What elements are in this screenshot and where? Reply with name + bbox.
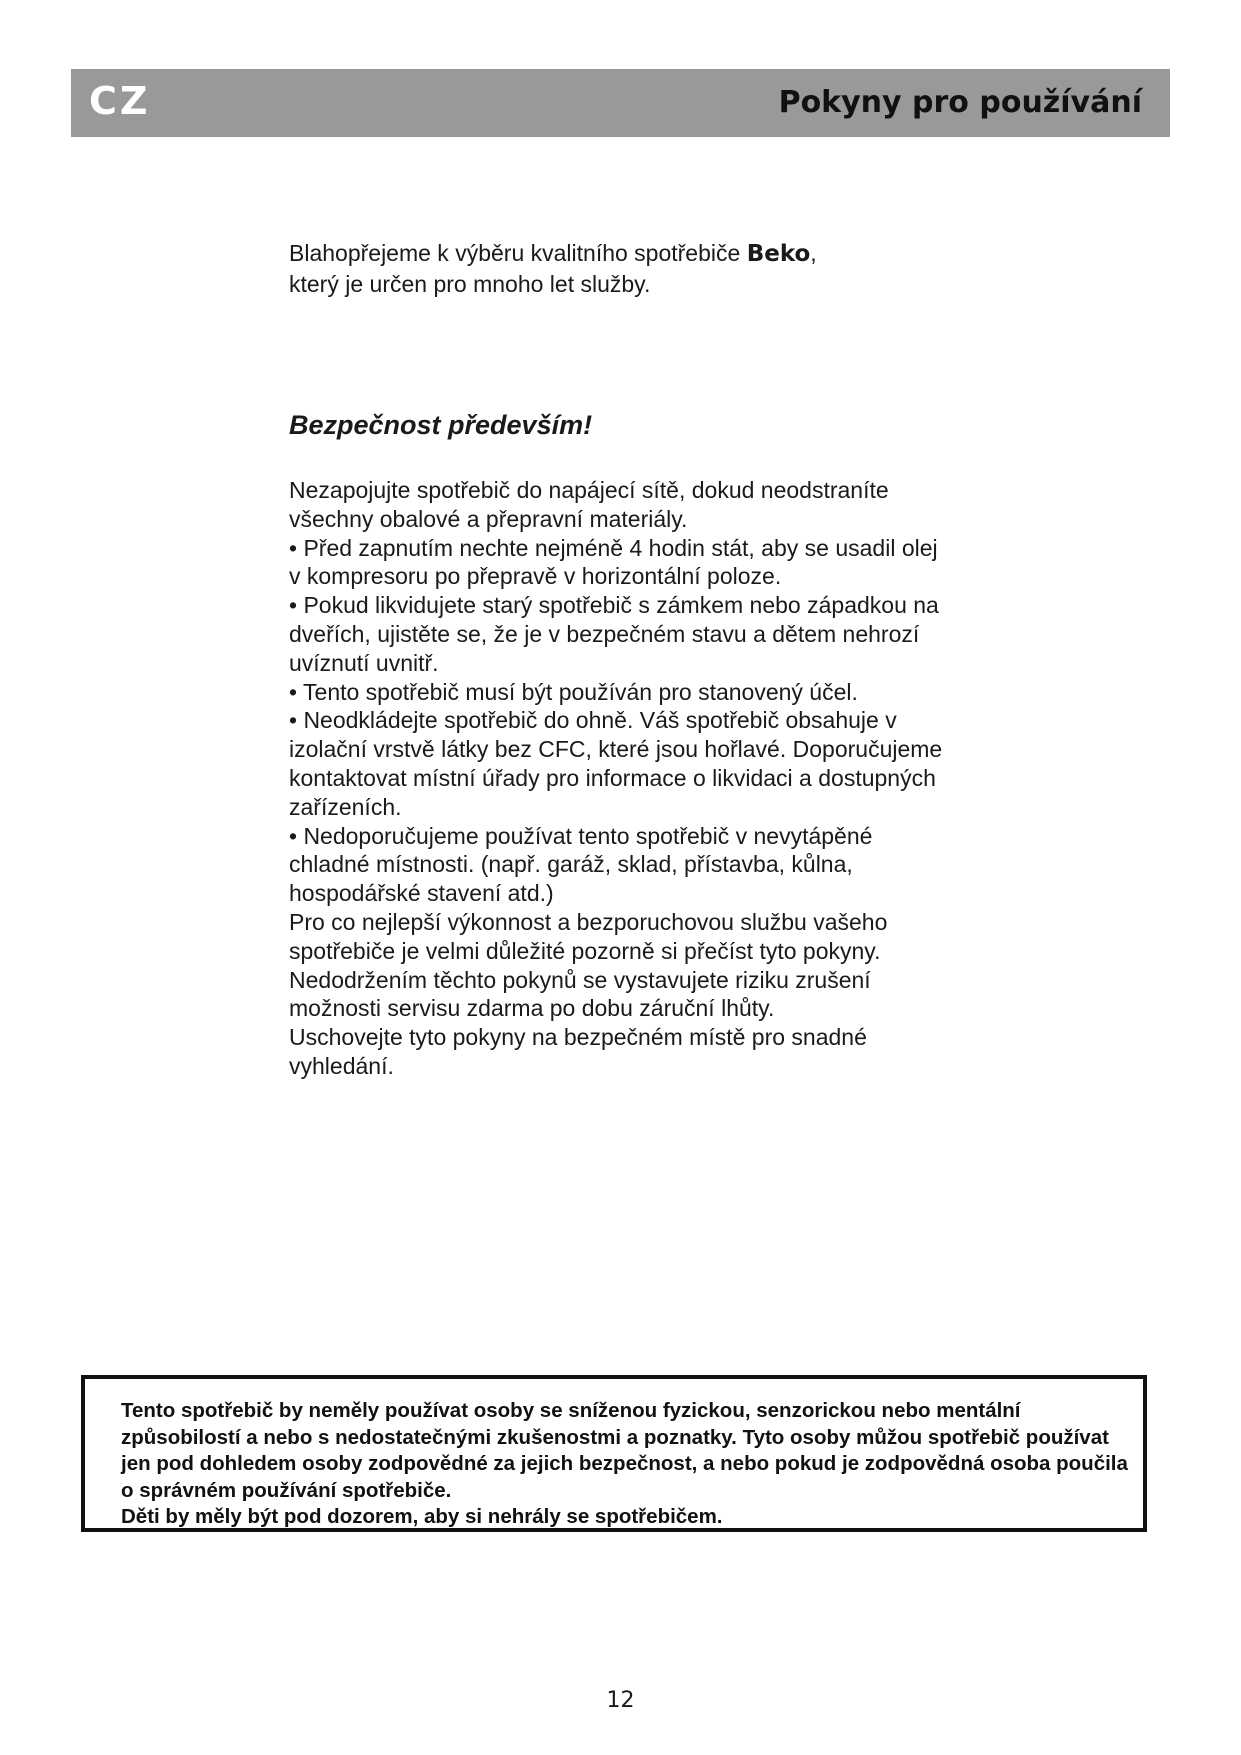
intro-line-1 — [289, 238, 989, 269]
safety-paragraph: • Tento spotřebič musí být používán pro stanovený účel. — [289, 678, 858, 705]
warning-box — [81, 1375, 1147, 1532]
language-code: CZ — [89, 79, 151, 123]
intro-text — [289, 238, 989, 299]
page-title: Pokyny pro používání — [778, 85, 1142, 120]
safety-heading: Bezpečnost především! — [289, 410, 593, 440]
header-bar — [71, 69, 1170, 137]
warning-paragraph-1: Tento spotřebič by neměly používat osoby se sníženou fyzickou, senzorickou nebo mentální způsobilostí a nebo s nedostatečnými zkušenostmi a poznatky. Tyto osoby můžou spotřebič používat jen pod dohledem osoby zodpovědné za jejich bezpečnost, a nebo pokud je zodpovědná osoba poučila o správném používání spotřebiče. — [121, 1399, 1128, 1502]
page-number: 12 — [606, 1688, 635, 1713]
safety-paragraph: Nezapojujte spotřebič do napájecí sítě, dokud neodstraníte všechny obalové a přepravní materiály. — [289, 477, 889, 532]
safety-paragraph: • Nedoporučujeme používat tento spotřebič v nevytápěné chladné místnosti. (např. garáž, sklad, přístavba, kůlna, hospodářské stavení atd.) — [289, 822, 873, 907]
safety-paragraph: Pro co nejlepší výkonnost a bezporuchovou službu vašeho spotřebiče je velmi důležité pozorně si přečíst tyto pokyny. Nedodržením těchto pokynů se vystavujete riziku zrušení možnosti servisu zdarma po dobu záruční lhůty. — [289, 908, 888, 1022]
safety-paragraph: • Před zapnutím nechte nejméně 4 hodin stát, aby se usadil olej v kompresoru po přepravě v horizontální poloze. — [289, 534, 938, 590]
safety-paragraph: • Pokud likvidujete starý spotřebič s zámkem nebo západkou na dveřích, ujistěte se, že je v bezpečném stavu a dětem nehrozí uvíznutí uvnitř. — [289, 592, 939, 676]
intro-line-2: který je určen pro mnoho let služby. — [289, 271, 651, 297]
warning-paragraph-2: Děti by měly být pod dozorem, aby si nehrály se spotřebičem. — [121, 1505, 723, 1528]
safety-instructions — [289, 476, 949, 1081]
safety-paragraph: • Neodkládejte spotřebič do ohně. Váš spotřebič obsahuje v izolační vrstvě látky bez CFC, které jsou hořlavé. Doporučujeme kontaktovat místní úřady pro informace o likvidaci a dostupných zařízeních. — [289, 707, 943, 820]
intro-line-1-end: , — [810, 240, 817, 266]
intro-line-1-text: Blahopřejeme k výběru kvalitního spotřebiče — [289, 240, 747, 266]
brand-name: Beko — [746, 241, 811, 267]
safety-paragraph: Uschovejte tyto pokyny na bezpečném místě pro snadné vyhledání. — [289, 1024, 867, 1079]
